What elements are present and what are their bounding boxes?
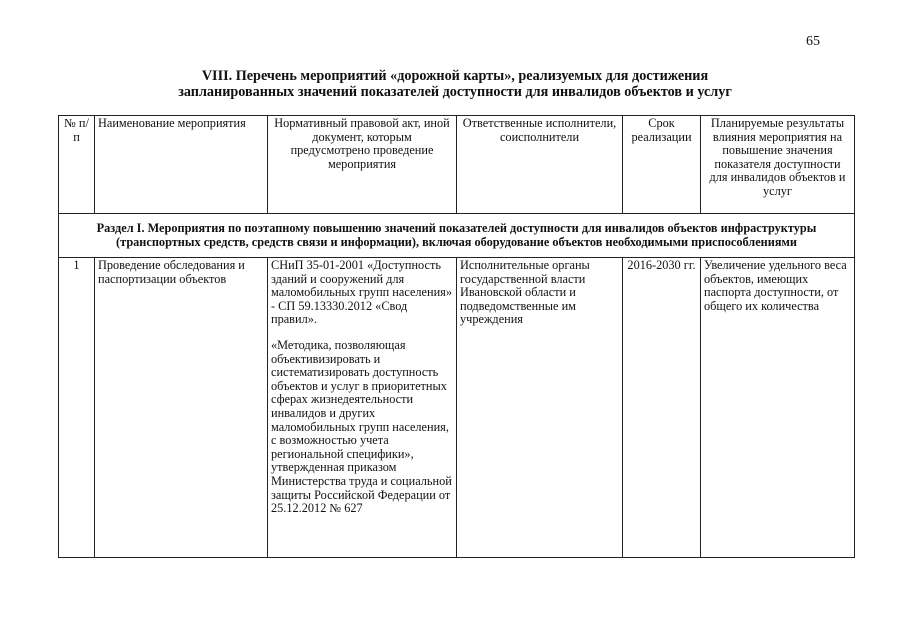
title-line-1: VIII. Перечень мероприятий «дорожной карты», реализуемых для достижения (201, 68, 709, 84)
cell-term: 2016-2030 гг. (623, 258, 701, 558)
cell-name: Проведение обследования и паспортизации объектов (95, 258, 268, 558)
table-header-row (59, 116, 855, 214)
header-num: № п/п (59, 116, 95, 214)
header-term: Срок реализации (623, 116, 701, 214)
section-row (59, 214, 855, 258)
header-name: Наименование мероприятия (95, 116, 268, 214)
page-number: 65 (806, 34, 820, 49)
title-line-2: запланированных значений показателей доступности для инвалидов объектов и услуг (178, 84, 732, 100)
cell-responsible: Исполнительные органы государственной власти Ивановской области и подведомственные им учреждения (457, 258, 623, 558)
cell-num: 1 (59, 258, 95, 558)
page-title (60, 68, 850, 100)
header-responsible: Ответственные исполнители, соисполнители (457, 116, 623, 214)
roadmap-table (58, 115, 855, 558)
act-paragraph-1: СНиП 35-01-2001 «Доступность зданий и сооружений для маломобильных групп населения» - СП 59.13330.2012 «Свод правил». (271, 258, 452, 327)
header-act: Нормативный правовой акт, иной документ, которым предусмотрено проведение мероприятия (268, 116, 457, 214)
cell-result: Увеличение удельного веса объектов, имеющих паспорта доступности, от общего их количества (701, 258, 855, 558)
header-result: Планируемые результаты влияния мероприятия на повышение значения показателя доступности для инвалидов объектов и услуг (701, 116, 855, 214)
section-title: Раздел I. Мероприятия по поэтапному повышению значений показателей доступности для инвалидов объектов инфраструктуры (транспортных средств, средств связи и информации), включая оборудование объектов необходимыми приспособлениями (59, 214, 855, 258)
act-paragraph-2: «Методика, позволяющая объективизировать и систематизировать доступность объектов и услуг в приоритетных сферах жизнедеятельности инвалидов и других маломобильных групп населения, с возможностью учета региональной специфики», утвержденная приказом Министерства труда и социальной защиты Российской Федерации от 25.12.2012 № 627 (271, 337, 452, 516)
table-row (59, 258, 855, 558)
cell-act (268, 258, 457, 558)
